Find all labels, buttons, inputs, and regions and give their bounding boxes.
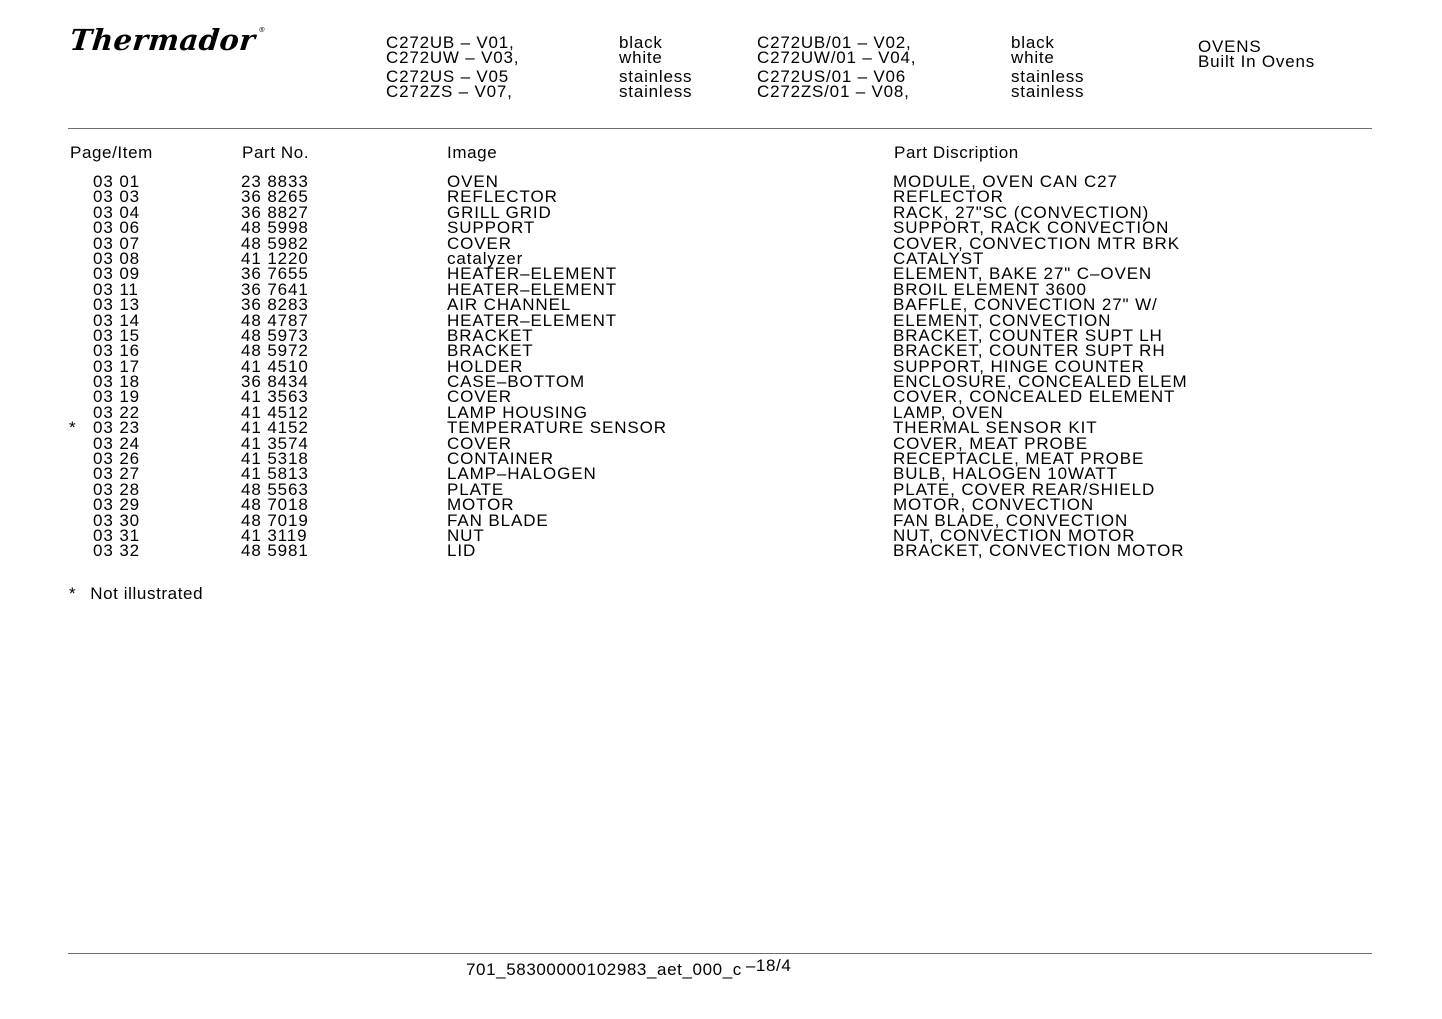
model-finish: black: [619, 33, 663, 52]
image-name-cell: FAN BLADE: [447, 510, 549, 530]
part-number-cell: 36 8283: [241, 295, 309, 315]
part-number-cell: 36 8265: [241, 187, 309, 207]
part-description-cell: CATALYST: [893, 248, 985, 268]
subcategory-title: Built In Ovens: [1198, 52, 1316, 71]
image-name-cell: HEATER–ELEMENT: [447, 264, 618, 284]
image-name-cell: CONTAINER: [447, 449, 554, 469]
page-item-cell: 03 32: [93, 541, 141, 561]
part-description-cell: BRACKET, COUNTER SUPT LH: [893, 325, 1163, 345]
part-number-cell: 48 4787: [241, 310, 309, 330]
page-item-cell: 03 01: [93, 172, 141, 191]
part-number-cell: 48 5563: [241, 479, 309, 499]
part-description-cell: COVER, CONCEALED ELEMENT: [893, 387, 1176, 407]
page-number: –18/4: [745, 956, 792, 975]
part-number-cell: 41 4152: [241, 418, 309, 438]
model-code: C272US/01 – V06: [757, 67, 907, 86]
part-description-cell: THERMAL SENSOR KIT: [893, 418, 1098, 438]
illustration-mark: *: [69, 418, 77, 438]
table-row: [0, 202, 1442, 222]
part-description-cell: SUPPORT, RACK CONVECTION: [893, 218, 1170, 238]
page-item-cell: 03 09: [93, 264, 141, 284]
table-row: [0, 372, 1442, 392]
part-number-cell: 41 1220: [241, 248, 309, 268]
footnote-mark: *: [69, 584, 77, 603]
footnote-text: Not illustrated: [90, 584, 204, 603]
image-name-cell: CASE–BOTTOM: [447, 372, 586, 392]
page-item-cell: 03 24: [93, 433, 141, 453]
part-description-cell: BROIL ELEMENT 3600: [893, 279, 1087, 299]
table-row: [0, 495, 1442, 515]
model-codes-col1-b: [386, 69, 513, 99]
part-number-cell: 48 5972: [241, 341, 309, 361]
image-name-cell: PLATE: [447, 479, 505, 499]
category-block: [1198, 39, 1315, 69]
part-description-cell: BRACKET, COUNTER SUPT RH: [893, 341, 1166, 361]
header-divider: [68, 128, 1372, 129]
registered-mark: ®: [257, 26, 267, 34]
model-finish: black: [1011, 33, 1055, 52]
table-row: [0, 402, 1442, 422]
model-code: C272ZS – V07,: [386, 82, 513, 101]
table-row: [0, 279, 1442, 299]
part-description-cell: RACK, 27"SC (CONVECTION): [893, 202, 1150, 222]
part-number-cell: 41 5318: [241, 449, 309, 469]
model-finish-col2-b: [1011, 69, 1084, 99]
image-name-cell: LAMP HOUSING: [447, 402, 588, 422]
model-finish-col2: [1011, 35, 1055, 65]
part-description-cell: BRACKET, CONVECTION MOTOR: [893, 541, 1185, 561]
model-finish: white: [1011, 48, 1055, 67]
image-name-cell: NUT: [447, 525, 485, 545]
image-name-cell: BRACKET: [447, 341, 534, 361]
page-item-cell: 03 08: [93, 248, 141, 268]
part-number-cell: 48 5981: [241, 541, 309, 561]
image-name-cell: catalyzer: [447, 248, 524, 268]
image-name-cell: REFLECTOR: [447, 187, 558, 207]
table-row: [0, 479, 1442, 499]
part-description-cell: COVER, MEAT PROBE: [893, 433, 1089, 453]
page-item-cell: 03 07: [93, 233, 141, 253]
part-number-cell: 41 5813: [241, 464, 309, 484]
image-name-cell: HOLDER: [447, 356, 524, 376]
image-name-cell: COVER: [447, 387, 512, 407]
model-code: C272ZS/01 – V08,: [757, 82, 910, 101]
part-description-cell: BAFFLE, CONVECTION 27" W/: [893, 295, 1158, 315]
page-item-cell: 03 16: [93, 341, 141, 361]
part-description-cell: MODULE, OVEN CAN C27: [893, 172, 1118, 191]
part-description-cell: FAN BLADE, CONVECTION: [893, 510, 1129, 530]
model-finish: stainless: [619, 82, 693, 101]
model-finish: stainless: [1011, 67, 1085, 86]
image-name-cell: GRILL GRID: [447, 202, 552, 222]
brand-name: Thermador: [68, 23, 258, 57]
table-row: [0, 387, 1442, 407]
table-row: [0, 264, 1442, 284]
part-number-cell: 48 5998: [241, 218, 309, 238]
table-row: [0, 464, 1442, 484]
page-item-cell: 03 27: [93, 464, 141, 484]
page-item-cell: 03 06: [93, 218, 141, 238]
part-number-cell: 48 7018: [241, 495, 309, 515]
image-name-cell: COVER: [447, 233, 512, 253]
image-name-cell: TEMPERATURE SENSOR: [447, 418, 667, 438]
part-number-cell: 36 7641: [241, 279, 309, 299]
table-row: [0, 187, 1442, 207]
part-number-cell: 48 5973: [241, 325, 309, 345]
part-description-cell: MOTOR, CONVECTION: [893, 495, 1095, 515]
page-item-cell: 03 31: [93, 525, 141, 545]
table-row: [0, 218, 1442, 238]
image-name-cell: HEATER–ELEMENT: [447, 310, 618, 330]
image-name-cell: AIR CHANNEL: [447, 295, 572, 315]
part-number-cell: 36 8827: [241, 202, 309, 222]
part-description-cell: ENCLOSURE, CONCEALED ELEM: [893, 372, 1188, 392]
table-row: [0, 341, 1442, 361]
part-description-cell: REFLECTOR: [893, 187, 1004, 207]
image-name-cell: MOTOR: [447, 495, 515, 515]
part-description-cell: ELEMENT, BAKE 27" C–OVEN: [893, 264, 1153, 284]
part-number-cell: 23 8833: [241, 172, 309, 191]
image-name-cell: SUPPORT: [447, 218, 536, 238]
part-description-cell: LAMP, OVEN: [893, 402, 1004, 422]
model-code: C272UB/01 – V02,: [757, 33, 912, 52]
page-item-cell: 03 15: [93, 325, 141, 345]
page-item-cell: 03 14: [93, 310, 141, 330]
part-number-cell: 36 8434: [241, 372, 309, 392]
col-header-page-item: Page/Item: [70, 143, 153, 162]
page-item-cell: 03 04: [93, 202, 141, 222]
model-code: C272UW/01 – V04,: [757, 48, 917, 67]
table-row: [0, 449, 1442, 469]
part-number-cell: 41 4510: [241, 356, 309, 376]
part-description-cell: SUPPORT, HINGE COUNTER: [893, 356, 1145, 376]
part-description-cell: NUT, CONVECTION MOTOR: [893, 525, 1136, 545]
page-item-cell: 03 22: [93, 402, 141, 422]
page-item-cell: 03 30: [93, 510, 141, 530]
table-row: [0, 310, 1442, 330]
model-codes-col2-b: [757, 69, 910, 99]
part-number-cell: 41 3574: [241, 433, 309, 453]
part-description-cell: PLATE, COVER REAR/SHIELD: [893, 479, 1156, 499]
table-row: [0, 248, 1442, 268]
page-item-cell: 03 26: [93, 449, 141, 469]
part-description-cell: ELEMENT, CONVECTION: [893, 310, 1112, 330]
part-number-cell: 41 3563: [241, 387, 309, 407]
document-footer: [466, 956, 792, 980]
page-item-cell: 03 03: [93, 187, 141, 207]
part-number-cell: 48 7019: [241, 510, 309, 530]
page-item-cell: 03 17: [93, 356, 141, 376]
page-item-cell: 03 11: [93, 279, 139, 299]
table-row: [0, 356, 1442, 376]
model-code: C272US – V05: [386, 67, 510, 86]
thermador-logo: [68, 23, 267, 57]
image-name-cell: LID: [447, 541, 477, 561]
table-row: [0, 418, 1442, 438]
table-row: [0, 433, 1442, 453]
table-row: [0, 325, 1442, 345]
part-description-cell: COVER, CONVECTION MTR BRK: [893, 233, 1180, 253]
col-header-description: Part Discription: [894, 143, 1019, 162]
footnote: [69, 584, 203, 604]
image-name-cell: HEATER–ELEMENT: [447, 279, 618, 299]
model-finish: stainless: [1011, 82, 1085, 101]
model-codes-col1: [386, 35, 519, 65]
model-finish: white: [619, 48, 663, 67]
model-finish-col1: [619, 35, 663, 65]
part-number-cell: 41 4512: [241, 402, 309, 422]
model-finish-col1-b: [619, 69, 692, 99]
table-row: [0, 233, 1442, 253]
image-name-cell: OVEN: [447, 172, 499, 191]
image-name-cell: BRACKET: [447, 325, 534, 345]
image-name-cell: COVER: [447, 433, 512, 453]
col-header-part-no: Part No.: [242, 143, 310, 162]
table-row: [0, 525, 1442, 545]
part-description-cell: BULB, HALOGEN 10WATT: [893, 464, 1118, 484]
col-header-image: Image: [447, 143, 498, 162]
table-row: [0, 174, 1442, 189]
part-number-cell: 36 7655: [241, 264, 309, 284]
part-number-cell: 48 5982: [241, 233, 309, 253]
table-row: [0, 295, 1442, 315]
part-number-cell: 41 3119: [241, 525, 308, 545]
document-id: 701_58300000102983_aet_000_c: [466, 960, 742, 979]
table-row: [0, 510, 1442, 530]
page-item-cell: 03 19: [93, 387, 141, 407]
page-item-cell: 03 29: [93, 495, 141, 515]
category-title: OVENS: [1198, 37, 1262, 56]
page-item-cell: 03 13: [93, 295, 141, 315]
parts-table: [0, 174, 1442, 559]
table-row: [0, 541, 1442, 561]
model-finish: stainless: [619, 67, 693, 86]
page-item-cell: 03 18: [93, 372, 141, 392]
model-code: C272UW – V03,: [386, 48, 520, 67]
model-codes-col2: [757, 35, 916, 65]
footer-divider: [68, 953, 1372, 954]
page-item-cell: 03 28: [93, 479, 141, 499]
model-code: C272UB – V01,: [386, 33, 515, 52]
part-description-cell: RECEPTACLE, MEAT PROBE: [893, 449, 1145, 469]
page-item-cell: 03 23: [93, 418, 141, 438]
image-name-cell: LAMP–HALOGEN: [447, 464, 597, 484]
